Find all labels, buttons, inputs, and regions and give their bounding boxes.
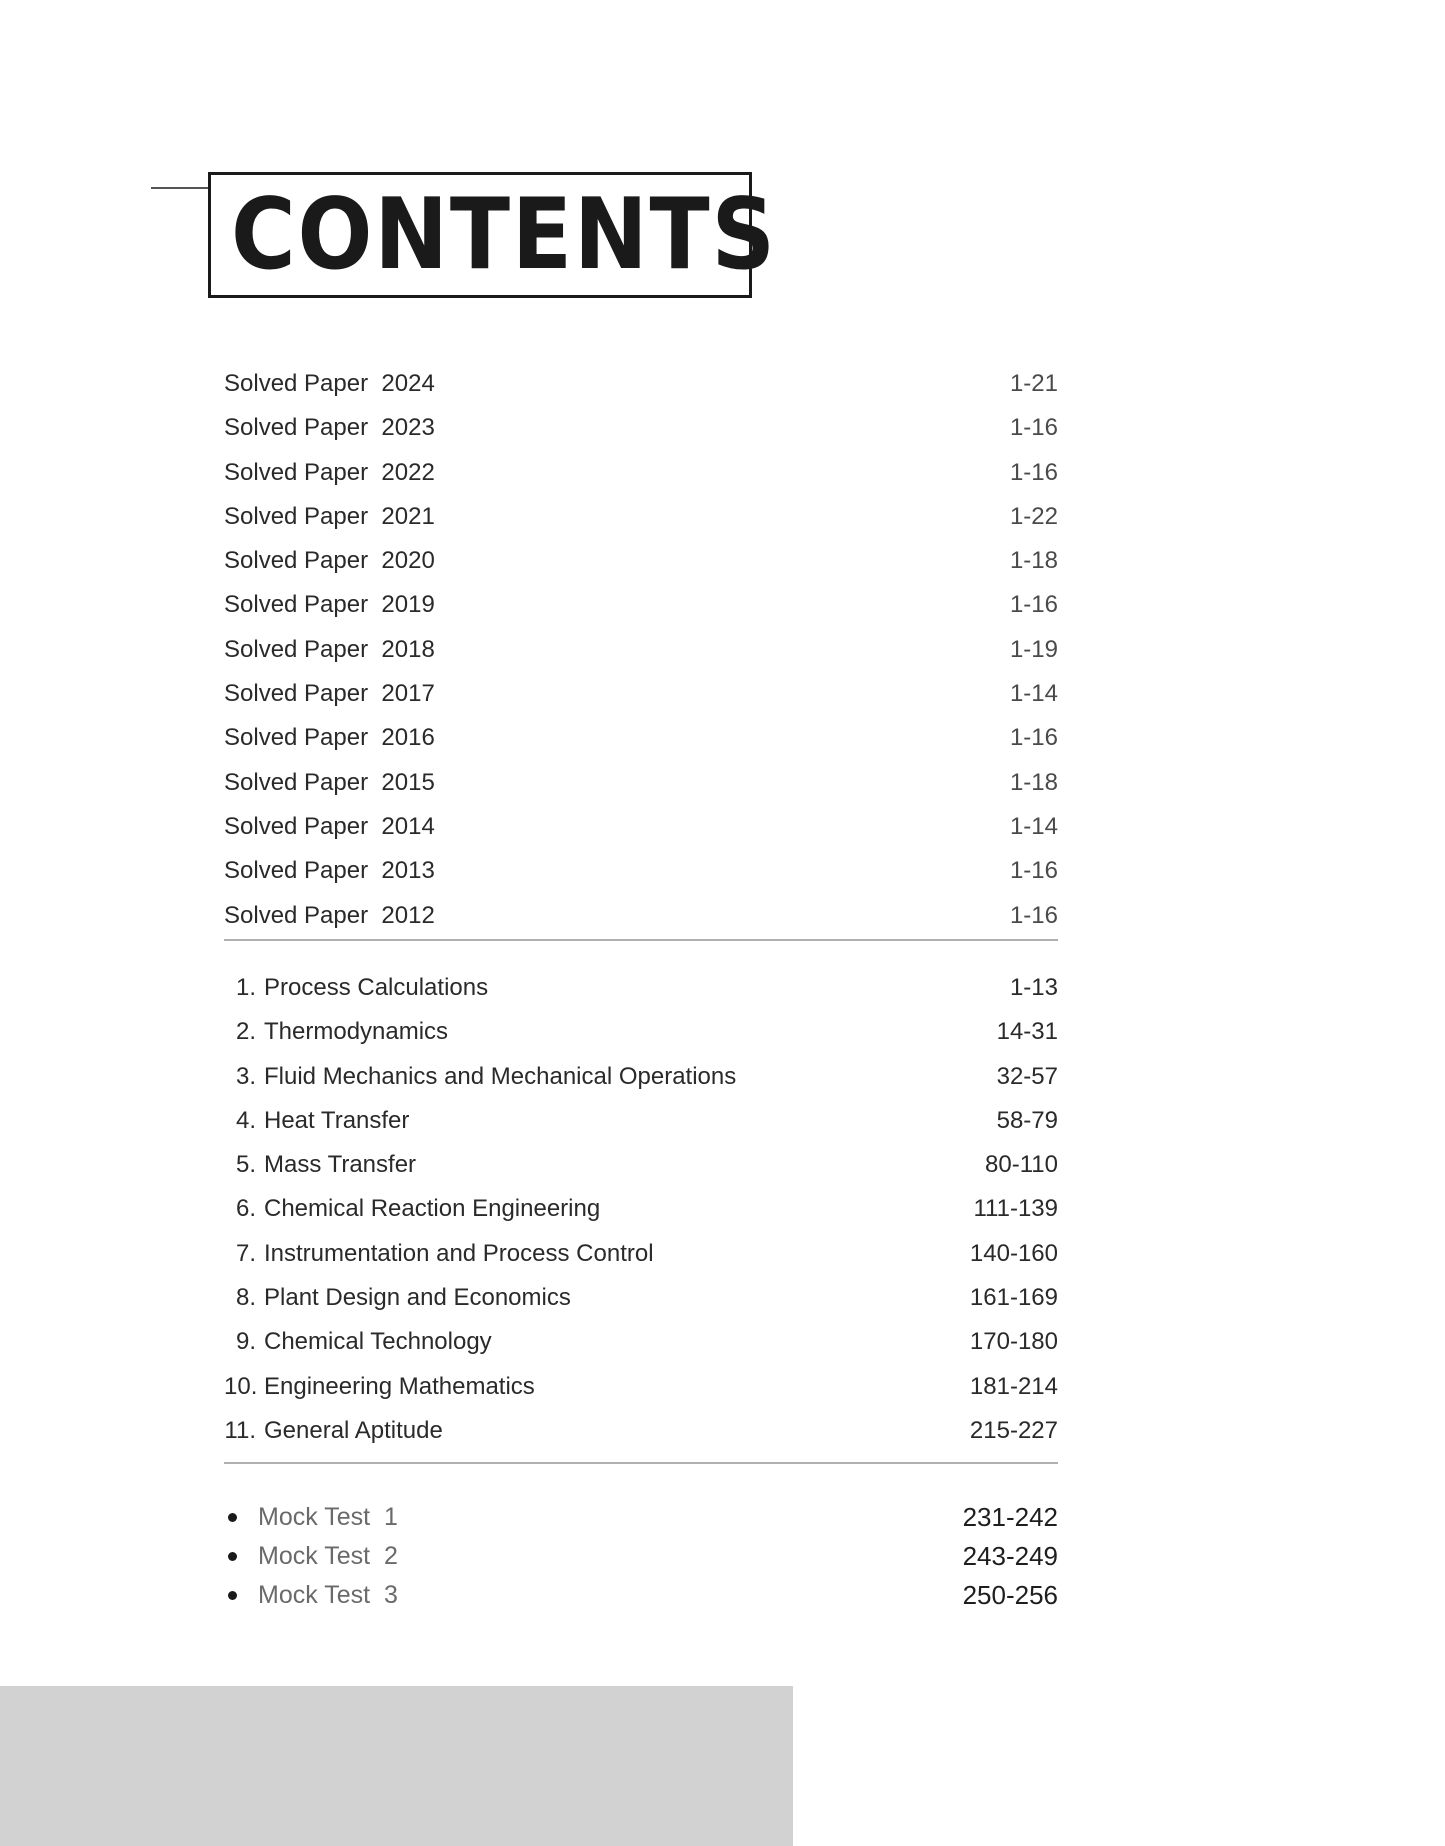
mock-test-pages: 243-249 [962, 1541, 1058, 1571]
chapter-title: Plant Design and Economics [264, 1284, 571, 1312]
chapter-entry[interactable] [224, 1276, 1058, 1320]
entry-label: Solved Paper 2022 [224, 458, 435, 486]
chapter-number: 10. [224, 1372, 258, 1400]
entry-label: Solved Paper 2015 [224, 768, 435, 796]
solved-paper-entry[interactable] [224, 761, 1058, 805]
mock-test-entry[interactable] [224, 1537, 1058, 1576]
chapter-pages: 170-180 [969, 1328, 1058, 1356]
entry-pages: 1-16 [1009, 901, 1058, 929]
solved-paper-entry[interactable] [224, 451, 1058, 495]
chapter-number: 9. [235, 1328, 256, 1356]
mock-test-title: Mock Test 1 [258, 1503, 398, 1531]
chapter-number: 8. [235, 1284, 256, 1312]
chapter-pages: 58-79 [996, 1106, 1058, 1134]
chapter-title: General Aptitude [264, 1416, 443, 1444]
entry-pages: 1-21 [1009, 370, 1058, 397]
solved-paper-entry[interactable] [224, 672, 1058, 716]
entry-pages: 1-14 [1009, 680, 1058, 708]
chapter-entry[interactable] [224, 1055, 1058, 1099]
mock-test-title: Mock Test 2 [258, 1542, 398, 1570]
chapter-pages: 1-13 [1009, 974, 1058, 1001]
chapter-title: Process Calculations [264, 974, 489, 1001]
chapter-title: Chemical Technology [264, 1328, 492, 1356]
solved-paper-entry[interactable] [224, 583, 1058, 627]
chapter-title: Engineering Mathematics [264, 1372, 535, 1400]
solved-paper-entry[interactable] [224, 495, 1058, 539]
mock-tests-list [224, 1498, 1058, 1615]
bullet-icon [228, 1513, 237, 1522]
chapter-pages: 111-139 [973, 1195, 1058, 1223]
chapter-pages: 14-31 [996, 1018, 1058, 1046]
entry-label: Solved Paper 2016 [224, 724, 435, 752]
entry-pages: 1-19 [1009, 635, 1058, 663]
chapter-number: 6. [235, 1195, 256, 1223]
entry-pages: 1-16 [1009, 724, 1058, 752]
entry-label: Solved Paper 2017 [224, 680, 435, 708]
chapter-pages: 161-169 [969, 1284, 1058, 1312]
chapter-title: Fluid Mechanics and Mechanical Operations [264, 1062, 737, 1090]
chapter-title: Thermodynamics [264, 1018, 449, 1046]
entry-label: Solved Paper 2014 [224, 812, 435, 840]
section-divider [224, 1462, 1058, 1464]
chapter-entry[interactable] [224, 966, 1058, 1010]
chapter-pages: 140-160 [969, 1239, 1058, 1267]
solved-paper-entry[interactable] [224, 539, 1058, 583]
entry-label: Solved Paper 2013 [224, 857, 435, 885]
mock-test-title: Mock Test 3 [258, 1581, 398, 1609]
entry-label: Solved Paper 2021 [224, 502, 435, 530]
entry-pages: 1-16 [1009, 414, 1058, 442]
entry-label: Solved Paper 2012 [224, 901, 435, 929]
chapter-title: Heat Transfer [264, 1106, 410, 1134]
chapter-number: 4. [235, 1106, 256, 1134]
chapter-entry[interactable] [224, 1320, 1058, 1364]
entry-pages: 1-18 [1009, 547, 1058, 575]
chapter-entry[interactable] [224, 1010, 1058, 1054]
chapter-entry[interactable] [224, 1409, 1058, 1453]
mock-test-pages: 231-242 [962, 1502, 1058, 1532]
solved-paper-entry[interactable] [224, 805, 1058, 849]
chapter-pages: 181-214 [969, 1372, 1058, 1400]
entry-pages: 1-16 [1009, 591, 1058, 619]
solved-paper-entry[interactable] [224, 894, 1058, 938]
chapter-entry[interactable] [224, 1143, 1058, 1187]
chapter-pages: 80-110 [985, 1151, 1058, 1179]
chapter-number: 7. [235, 1239, 256, 1267]
entry-pages: 1-14 [1009, 812, 1058, 840]
section-divider [224, 939, 1058, 941]
entry-pages: 1-16 [1009, 857, 1058, 885]
entry-pages: 1-16 [1009, 458, 1058, 486]
solved-paper-entry[interactable] [224, 628, 1058, 672]
entry-label: Solved Paper 2018 [224, 635, 435, 663]
footer-gray-block [0, 1686, 793, 1846]
chapter-number: 11. [224, 1416, 256, 1444]
chapters-list [224, 966, 1058, 1453]
chapter-entry[interactable] [224, 1187, 1058, 1231]
solved-papers-list [224, 362, 1058, 938]
chapter-number: 3. [235, 1062, 256, 1090]
entry-label: Solved Paper 2020 [224, 547, 435, 575]
chapter-pages: 215-227 [969, 1416, 1058, 1444]
chapter-entry[interactable] [224, 1099, 1058, 1143]
solved-paper-entry[interactable] [224, 716, 1058, 760]
chapter-entry[interactable] [224, 1232, 1058, 1276]
mock-test-entry[interactable] [224, 1576, 1058, 1615]
title-box [208, 172, 777, 298]
solved-paper-entry[interactable] [224, 849, 1058, 893]
chapter-pages: 32-57 [996, 1062, 1058, 1090]
bullet-icon [228, 1552, 237, 1561]
bullet-icon [228, 1591, 237, 1600]
page-title: CONTENTS [231, 178, 777, 292]
chapter-number: 2. [235, 1018, 256, 1046]
chapter-title: Mass Transfer [264, 1151, 417, 1179]
solved-paper-entry[interactable] [224, 362, 1058, 406]
chapter-number: 1. [235, 974, 256, 1001]
solved-paper-entry[interactable] [224, 406, 1058, 450]
entry-label: Solved Paper 2023 [224, 414, 435, 442]
entry-label: Solved Paper 2024 [224, 370, 435, 397]
chapter-title: Chemical Reaction Engineering [264, 1195, 601, 1223]
mock-test-pages: 250-256 [962, 1580, 1058, 1610]
entry-pages: 1-18 [1009, 768, 1058, 796]
chapter-number: 5. [235, 1151, 256, 1179]
entry-pages: 1-22 [1009, 502, 1058, 530]
chapter-entry[interactable] [224, 1365, 1058, 1409]
mock-test-entry[interactable] [224, 1498, 1058, 1537]
chapter-title: Instrumentation and Process Control [264, 1239, 654, 1267]
entry-label: Solved Paper 2019 [224, 591, 435, 619]
